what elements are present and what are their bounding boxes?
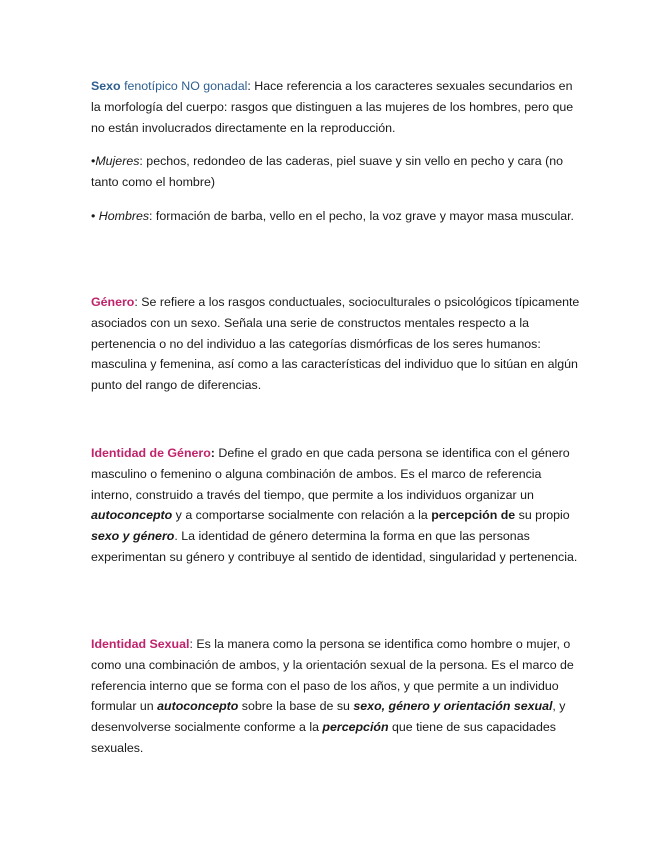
term-fenotipico-no-gonadal: fenotípico NO gonadal bbox=[120, 79, 248, 93]
bullet-label-mujeres: Mujeres bbox=[95, 154, 140, 168]
paragraph-identidad-genero bbox=[91, 443, 581, 568]
emphasis-percepcion-de: percepción de bbox=[431, 508, 516, 523]
paragraph-text-1: Define el grado en que cada persona se identifica con el género masculino o femenino o alguna combinación de ambos. Es el marco de referencia interno, construido a través del tiempo, que permite a los individuos organizar un bbox=[91, 446, 570, 502]
paragraph-identidad-sexual bbox=[91, 634, 581, 759]
bullet-hombres bbox=[91, 206, 581, 227]
term-identidad-de-genero: Identidad de Género bbox=[91, 446, 211, 460]
bullet-marker: • bbox=[91, 209, 99, 223]
bullet-marker: • bbox=[91, 154, 96, 168]
paragraph-text: Hace referencia a los caracteres sexuales secundarios en la morfología del cuerpo: rasgos que distinguen a las mujeres de los hombres, pero que no están involucrados directamente en la reproducción. bbox=[91, 79, 574, 135]
bullet-mujeres bbox=[91, 151, 581, 193]
term-colon: : bbox=[210, 446, 215, 460]
emphasis-percepcion: percepción bbox=[322, 720, 389, 735]
paragraph-text-3: , y desenvolverse socialmente conforme a la bbox=[91, 699, 566, 735]
paragraph-text-4: que tiene de sus capacidades sexuales. bbox=[91, 720, 556, 755]
bullet-label-hombres: Hombres bbox=[98, 209, 150, 223]
paragraph-genero bbox=[91, 292, 581, 396]
term-genero: Género bbox=[91, 295, 135, 309]
emphasis-autoconcepto: autoconcepto bbox=[157, 699, 239, 714]
paragraph-text-4: . La identidad de género determina la forma en que las personas experimentan su género y contribuye al sentido de identidad, singularidad y pertenencia. bbox=[91, 529, 578, 564]
paragraph-text-3: su propio bbox=[515, 508, 570, 523]
paragraph-sexo-fenotipico bbox=[91, 76, 581, 138]
paragraph-text-2: y a comportarse socialmente con relación a la bbox=[172, 508, 432, 523]
emphasis-sexo-y-genero: sexo y género bbox=[91, 529, 175, 544]
paragraph-text: : Se refiere a los rasgos conductuales, socioculturales o psicológicos típicamente asociados con un sexo. Señala una serie de constructos mentales respecto a la pertenencia o no del individuo a las categorías dismórficas de los seres humanos: masculina y femenina, así como a las características del individuo que lo sitúan en algún punto del rango de diferencias. bbox=[91, 295, 580, 393]
paragraph-text-2: sobre la base de su bbox=[238, 699, 354, 714]
paragraph-text-1: : Es la manera como la persona se identifica como hombre o mujer, o como una combinación de ambos, y la orientación sexual de la persona. Es el marco de referencia interno que se forma con el paso de los años, y que permite a un individuo formular un bbox=[91, 637, 574, 714]
emphasis-sexo-genero-orientacion: sexo, género y orientación sexual bbox=[353, 699, 553, 714]
bullet-text: : formación de barba, vello en el pecho, la voz grave y mayor masa muscular. bbox=[149, 209, 574, 223]
term-sexo: Sexo bbox=[91, 79, 121, 93]
term-colon: : bbox=[247, 79, 251, 93]
emphasis-autoconcepto: autoconcepto bbox=[91, 508, 173, 523]
bullet-text: : pechos, redondeo de las caderas, piel suave y sin vello en pecho y cara (no tanto como el hombre) bbox=[91, 154, 564, 189]
term-identidad-sexual: Identidad Sexual bbox=[91, 637, 190, 651]
